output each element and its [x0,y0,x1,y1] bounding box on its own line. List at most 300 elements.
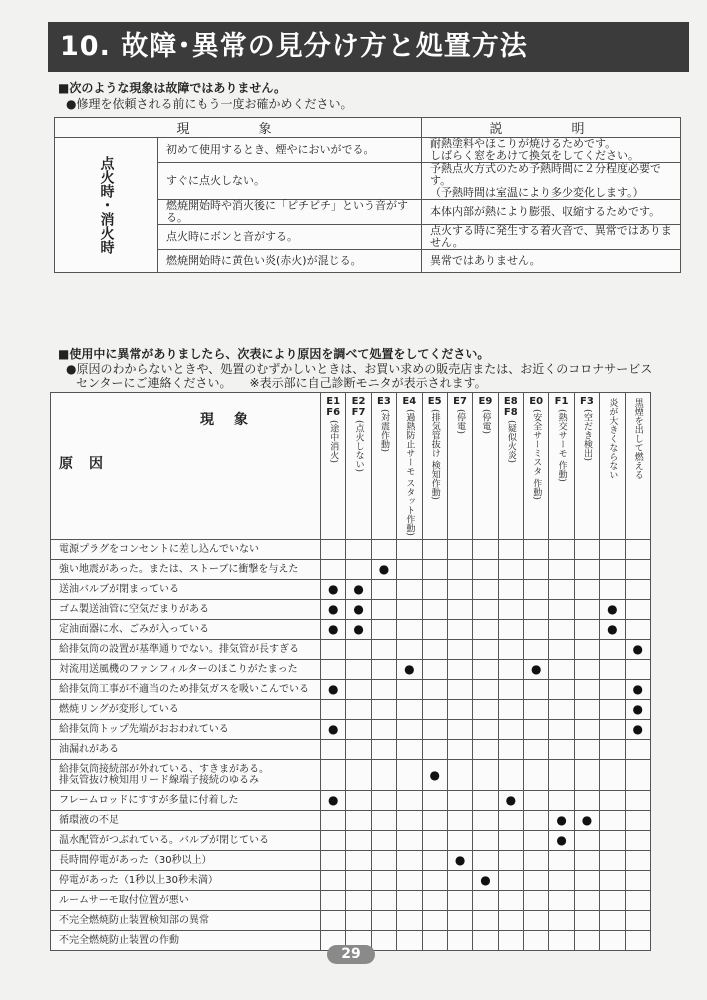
empty-cell [473,539,498,559]
table-row [51,739,651,759]
column-header [346,393,371,540]
empty-cell [422,790,447,810]
empty-cell [498,830,523,850]
empty-cell [371,719,396,739]
empty-cell [524,579,549,599]
empty-cell [524,639,549,659]
mark-dot: ● [371,559,396,579]
mark-dot: ● [321,599,346,619]
mark-dot: ● [625,639,651,659]
cause-cell: 油漏れがある [51,739,321,759]
empty-cell [524,719,549,739]
empty-cell [447,870,472,890]
empty-cell [371,759,396,790]
empty-cell [397,830,422,850]
cause-cell: 電源プラグをコンセントに差し込んでいない [51,539,321,559]
empty-cell [574,579,599,599]
table-row [51,759,651,790]
column-description: (対震作動) [378,409,389,453]
empty-cell [524,790,549,810]
error-code: E9 [478,396,493,407]
table-row [51,870,651,890]
empty-cell [524,559,549,579]
empty-cell [600,790,625,810]
phenomenon-cell: 点火時にボンと音がする。 [158,225,422,250]
empty-cell [524,619,549,639]
empty-cell [625,559,651,579]
empty-cell [397,810,422,830]
empty-cell [346,890,371,910]
empty-cell [371,539,396,559]
category-label: 点火時・消火時 [55,138,158,273]
mark-dot: ● [321,679,346,699]
column-description: (安全サーミスタ 作動) [531,409,542,500]
column-description: (停電) [455,409,466,435]
empty-cell [524,679,549,699]
column-description: (排気管抜け 検知作動) [429,409,440,500]
empty-cell [473,579,498,599]
empty-cell [600,639,625,659]
table-row [51,639,651,659]
empty-cell [600,830,625,850]
empty-cell [422,579,447,599]
empty-cell [397,579,422,599]
column-header [397,393,422,540]
empty-cell [498,639,523,659]
empty-cell [371,910,396,930]
cause-cell: フレームロッドにすすが多量に付着した [51,790,321,810]
empty-cell [473,599,498,619]
empty-cell [524,890,549,910]
empty-cell [447,739,472,759]
empty-cell [498,739,523,759]
empty-cell [371,930,396,950]
empty-cell [549,910,574,930]
cause-cell: 長時間停電があった（30秒以上） [51,850,321,870]
empty-cell [574,890,599,910]
empty-cell [625,599,651,619]
mark-dot: ● [321,579,346,599]
empty-cell [625,830,651,850]
empty-cell [371,890,396,910]
empty-cell [574,830,599,850]
error-code: E4 [402,396,417,407]
empty-cell [574,719,599,739]
empty-cell [625,810,651,830]
mark-dot: ● [473,870,498,890]
empty-cell [447,759,472,790]
mark-dot: ● [321,719,346,739]
column-header [574,393,599,540]
cause-cell: 循環液の不足 [51,810,321,830]
empty-cell [574,539,599,559]
empty-cell [371,870,396,890]
column-header [447,393,472,540]
empty-cell [498,930,523,950]
empty-cell [473,699,498,719]
empty-cell [549,890,574,910]
empty-cell [346,719,371,739]
empty-cell [600,719,625,739]
column-header [422,393,447,540]
empty-cell [321,910,346,930]
empty-cell [549,930,574,950]
explanation-cell: 異常ではありません。 [422,250,681,273]
section2-heading: ■使用中に異常がありましたら、次表により原因を調べて処置をしてください。 [58,347,490,361]
empty-cell [524,759,549,790]
empty-cell [422,599,447,619]
empty-cell [473,930,498,950]
empty-cell [473,790,498,810]
empty-cell [524,599,549,619]
empty-cell [447,830,472,850]
empty-cell [397,759,422,790]
empty-cell [524,739,549,759]
empty-cell [346,679,371,699]
empty-cell [574,739,599,759]
empty-cell [574,559,599,579]
error-code: F1 [554,396,569,407]
empty-cell [371,619,396,639]
empty-cell [625,739,651,759]
error-code: E0 [529,396,544,407]
empty-cell [473,759,498,790]
table-row [51,679,651,699]
empty-cell [473,659,498,679]
mark-dot: ● [524,659,549,679]
empty-cell [498,810,523,830]
empty-cell [549,759,574,790]
empty-cell [422,739,447,759]
table-row [51,579,651,599]
empty-cell [498,539,523,559]
empty-cell [422,890,447,910]
empty-cell [473,639,498,659]
empty-cell [321,639,346,659]
phenomenon-cell: 燃焼開始時や消火後に「ピチピチ」という音がする。 [158,200,422,225]
empty-cell [600,910,625,930]
empty-cell [498,619,523,639]
empty-cell [625,850,651,870]
empty-cell [346,870,371,890]
empty-cell [447,930,472,950]
mark-dot: ● [549,830,574,850]
empty-cell [574,679,599,699]
column-header [625,393,651,540]
empty-cell [447,599,472,619]
cause-cell: 温水配管がつぶれている。バルブが閉じている [51,830,321,850]
cause-cell: ゴム製送油管に空気だまりがある [51,599,321,619]
empty-cell [524,830,549,850]
empty-cell [574,850,599,870]
empty-cell [600,870,625,890]
cause-cell: 強い地震があった。または、ストーブに衝撃を与えた [51,559,321,579]
empty-cell [371,850,396,870]
empty-cell [422,539,447,559]
table-row [51,659,651,679]
empty-cell [549,599,574,619]
empty-cell [473,679,498,699]
column-description: (点火しない) [353,420,364,473]
empty-cell [422,830,447,850]
empty-cell [422,619,447,639]
table-row [51,790,651,810]
cause-cell: 給排気筒工事が不適当のため排気ガスを吸いこんでいる [51,679,321,699]
empty-cell [473,619,498,639]
empty-cell [600,579,625,599]
empty-cell [346,739,371,759]
empty-cell [574,599,599,619]
cause-cell: 給排気筒接続部が外れている、すきまがある。 排気管抜け検知用リード線端子接続のゆるみ [51,759,321,790]
empty-cell [321,810,346,830]
empty-cell [321,870,346,890]
empty-cell [549,539,574,559]
empty-cell [397,619,422,639]
column-description: (停電) [480,409,491,435]
header-phenomenon: 現象 [200,412,268,428]
empty-cell [574,790,599,810]
mark-dot: ● [422,759,447,790]
cause-cell: 停電があった（1秒以上30秒未満） [51,870,321,890]
col-phenomenon-header: 現 象 [55,118,422,138]
empty-cell [397,870,422,890]
column-description: (過熱防止サーモ スタット作動) [404,409,415,536]
empty-cell [625,759,651,790]
section1-heading: ■次のような現象は故障ではありません。 [58,81,287,95]
empty-cell [600,890,625,910]
empty-cell [498,910,523,930]
empty-cell [549,659,574,679]
mark-dot: ● [625,719,651,739]
empty-cell [422,659,447,679]
empty-cell [397,910,422,930]
empty-cell [346,830,371,850]
empty-cell [397,699,422,719]
empty-cell [473,810,498,830]
empty-cell [346,659,371,679]
empty-cell [422,559,447,579]
empty-cell [397,639,422,659]
empty-cell [397,539,422,559]
mark-dot: ● [498,790,523,810]
empty-cell [574,930,599,950]
empty-cell [473,910,498,930]
empty-cell [600,559,625,579]
empty-cell [549,739,574,759]
empty-cell [625,890,651,910]
empty-cell [447,790,472,810]
column-description: 黒煙を出して燃える [632,398,643,479]
error-code: F3 [580,396,594,407]
empty-cell [498,719,523,739]
empty-cell [397,930,422,950]
error-code: E8 F8 [503,396,518,418]
mark-dot: ● [574,810,599,830]
troubleshooting-table [50,392,651,951]
mark-dot: ● [346,619,371,639]
mark-dot: ● [321,790,346,810]
empty-cell [321,830,346,850]
cause-cell: 給排気筒の設置が基準通りでない。排気管が長すぎる [51,639,321,659]
explanation-cell: 予熱点火方式のため予熱時間に２分程度必要です。 （予熱時間は室温により多少変化します。） [422,163,681,200]
cause-cell: 給排気筒トップ先端がおおわれている [51,719,321,739]
empty-cell [321,890,346,910]
empty-cell [473,559,498,579]
explanation-cell: 本体内部が熱により膨張、収縮するためです。 [422,200,681,225]
empty-cell [549,719,574,739]
column-header [524,393,549,540]
empty-cell [397,850,422,870]
mark-dot: ● [447,850,472,870]
mark-dot: ● [625,699,651,719]
empty-cell [524,850,549,870]
empty-cell [549,790,574,810]
phenomenon-cell: 初めて使用するとき、煙やにおいがでる。 [158,138,422,163]
empty-cell [498,699,523,719]
empty-cell [574,759,599,790]
empty-cell [321,699,346,719]
header-cause: 原因 [59,456,119,472]
empty-cell [625,539,651,559]
explanation-cell: 耐熱塗料やほこりが焼けるためです。 しばらく窓をあけて換気をしてください。 [422,138,681,163]
empty-cell [447,659,472,679]
empty-cell [524,810,549,830]
empty-cell [447,810,472,830]
empty-cell [447,890,472,910]
table-row [51,599,651,619]
page-title: 10. 故障･異常の見分け方と処置方法 [48,22,689,72]
mark-dot: ● [600,599,625,619]
explanation-cell: 点火する時に発生する着火音で、異常ではありません。 [422,225,681,250]
empty-cell [524,930,549,950]
mark-dot: ● [321,619,346,639]
table-row [51,810,651,830]
empty-cell [549,850,574,870]
empty-cell [574,639,599,659]
empty-cell [625,910,651,930]
section1-note: ●修理を依頼される前にもう一度お確かめください。 [66,97,353,111]
empty-cell [371,679,396,699]
empty-cell [524,870,549,890]
empty-cell [600,539,625,559]
table-row [55,138,681,163]
table-row [51,910,651,930]
empty-cell [397,790,422,810]
empty-cell [371,830,396,850]
empty-cell [498,850,523,870]
empty-cell [371,659,396,679]
empty-cell [397,890,422,910]
cause-cell: 不完全燃焼防止装置検知部の異常 [51,910,321,930]
mark-dot: ● [600,619,625,639]
empty-cell [422,719,447,739]
section2-note-1: ●原因のわからないときや、処置のむずかしいときは、お買い求めの販売店または、お近くのコロナサービス [66,362,653,376]
empty-cell [625,619,651,639]
mark-dot: ● [346,599,371,619]
empty-cell [498,870,523,890]
error-code: E3 [377,396,391,407]
empty-cell [498,579,523,599]
empty-cell [498,659,523,679]
empty-cell [549,639,574,659]
empty-cell [346,539,371,559]
empty-cell [447,719,472,739]
column-description: (疑似火炎) [505,420,516,464]
table-row [51,539,651,559]
column-header [473,393,498,540]
column-description: (途中消火) [328,420,339,464]
empty-cell [600,679,625,699]
empty-cell [321,850,346,870]
diagonal-header-cell [51,393,321,540]
cause-cell: 対流用送風機のファンフィルターのほこりがたまった [51,659,321,679]
empty-cell [397,599,422,619]
empty-cell [422,810,447,830]
col-explanation-header: 説 明 [422,118,681,138]
empty-cell [371,790,396,810]
phenomenon-cell: すぐに点火しない。 [158,163,422,200]
column-description: 炎が大きくならない [607,398,618,479]
empty-cell [498,679,523,699]
cause-cell: 定油面器に水、ごみが入っている [51,619,321,639]
table-row [51,619,651,639]
empty-cell [574,910,599,930]
empty-cell [600,739,625,759]
empty-cell [346,790,371,810]
mark-dot: ● [346,579,371,599]
empty-cell [600,659,625,679]
empty-cell [600,850,625,870]
empty-cell [346,559,371,579]
column-header [600,393,625,540]
empty-cell [549,679,574,699]
empty-cell [447,910,472,930]
empty-cell [346,699,371,719]
empty-cell [346,850,371,870]
empty-cell [524,910,549,930]
cause-cell: 燃焼リングが変形している [51,699,321,719]
empty-cell [422,639,447,659]
empty-cell [524,699,549,719]
phenomenon-cell: 燃焼開始時に黄色い炎(赤火)が混じる。 [158,250,422,273]
empty-cell [473,719,498,739]
empty-cell [321,539,346,559]
empty-cell [321,759,346,790]
empty-cell [397,739,422,759]
empty-cell [422,930,447,950]
empty-cell [625,930,651,950]
empty-cell [498,559,523,579]
table-row [51,559,651,579]
empty-cell [346,810,371,830]
empty-cell [346,910,371,930]
empty-cell [397,559,422,579]
mark-dot: ● [397,659,422,679]
empty-cell [600,810,625,830]
empty-cell [625,659,651,679]
empty-cell [574,870,599,890]
empty-cell [447,619,472,639]
table-row [51,830,651,850]
empty-cell [422,679,447,699]
empty-cell [549,870,574,890]
column-header [321,393,346,540]
empty-cell [447,639,472,659]
empty-cell [371,599,396,619]
empty-cell [498,759,523,790]
empty-cell [447,579,472,599]
cause-cell: 送油バルブが閉まっている [51,579,321,599]
